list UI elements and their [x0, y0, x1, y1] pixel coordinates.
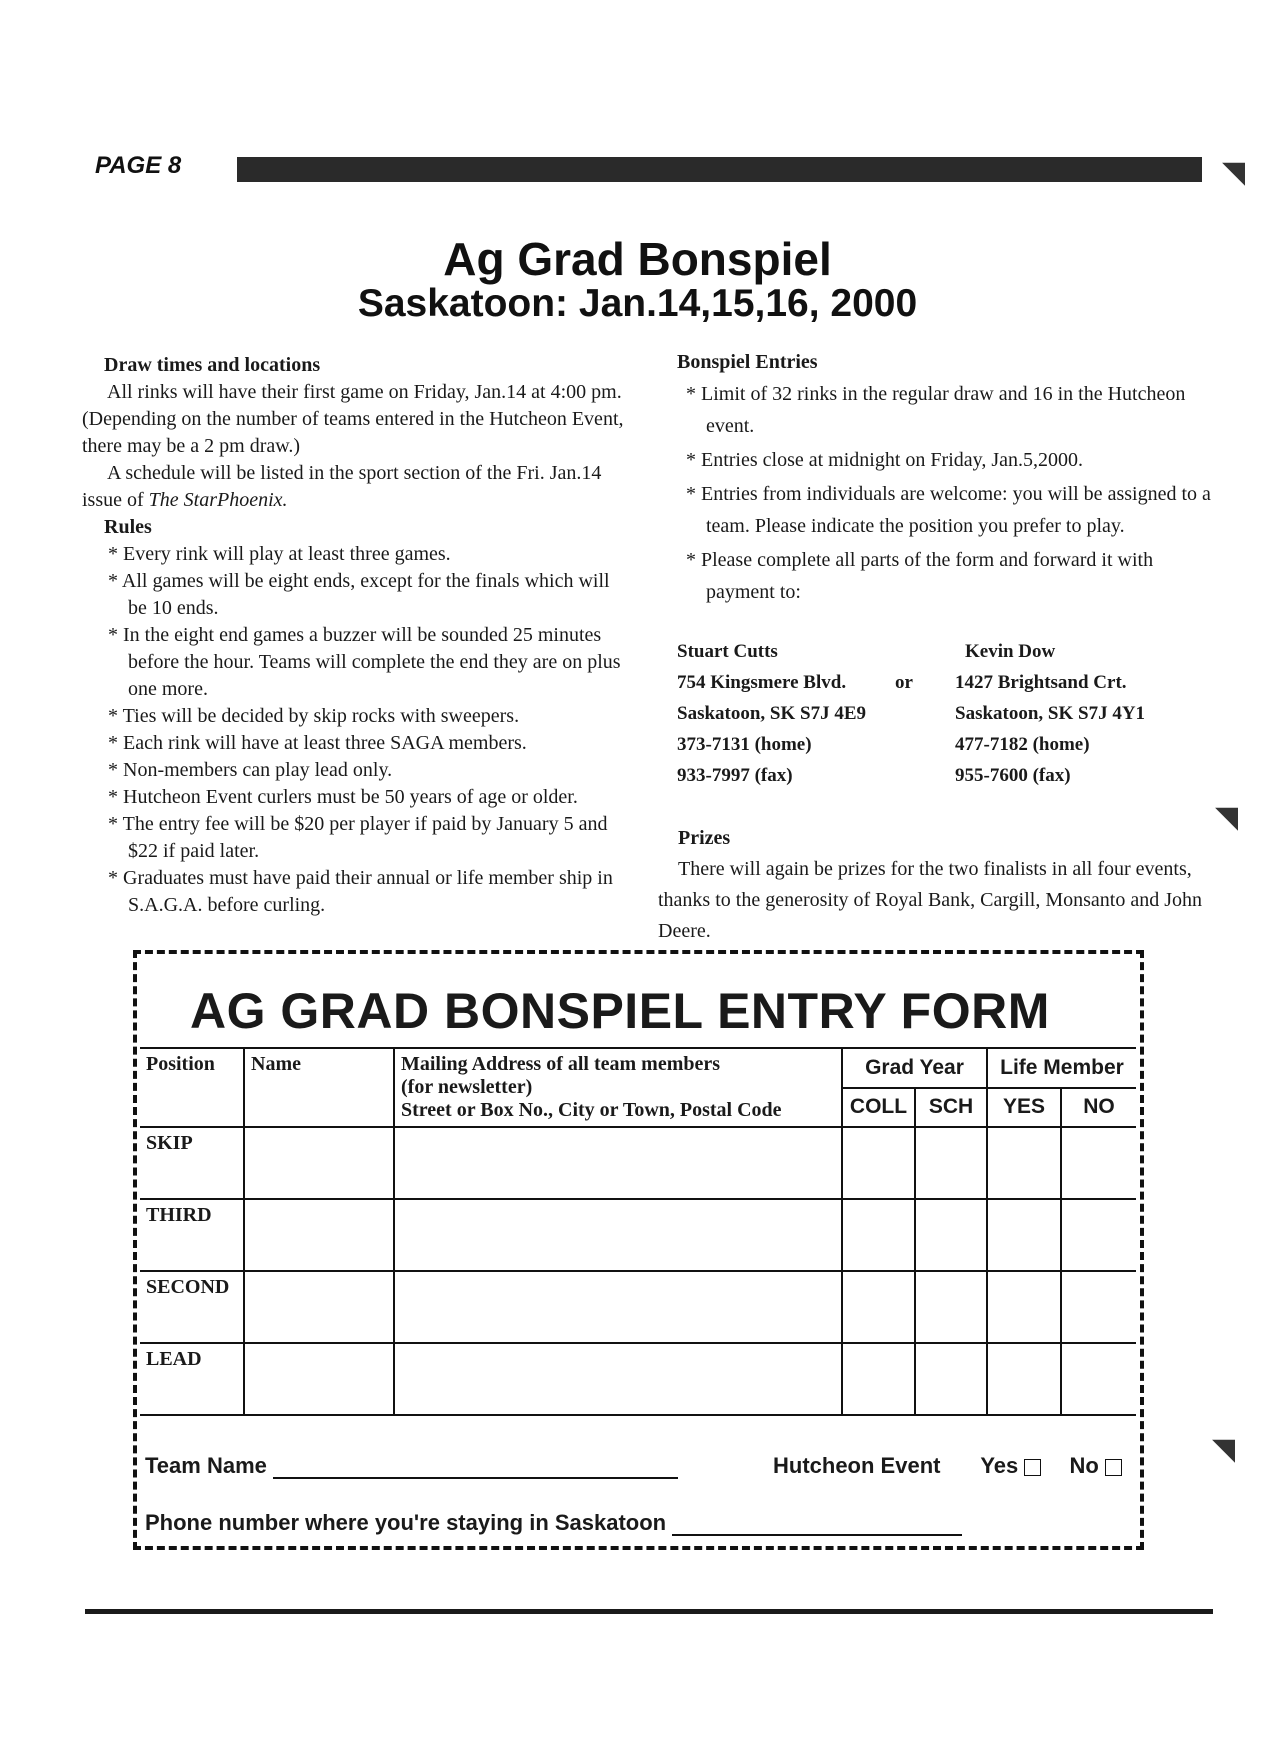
- binder-hole-icon: ◥: [1212, 1433, 1236, 1466]
- phone-field[interactable]: [672, 1534, 962, 1536]
- row-skip: [140, 1127, 1136, 1199]
- page-subtitle: Saskatoon: Jan.14,15,16, 2000: [357, 282, 918, 325]
- sch-field[interactable]: [915, 1199, 987, 1271]
- no-field[interactable]: [1061, 1343, 1136, 1415]
- rule-item: * The entry fee will be $20 per player if paid by January 5 and $22 if paid later.: [108, 813, 608, 862]
- contact-line: 754 Kingsmere Blvd.: [677, 672, 847, 693]
- name-field[interactable]: [244, 1271, 394, 1343]
- phone-label: Phone number where you're staying in Saskatoon: [145, 1510, 667, 1535]
- coll-field[interactable]: [842, 1199, 915, 1271]
- position-third: THIRD: [140, 1199, 244, 1271]
- col-coll: COLL: [842, 1088, 915, 1128]
- contact-line: 955-7600 (fax): [955, 765, 1071, 786]
- contact-or: or: [895, 672, 913, 693]
- col-yes: YES: [987, 1088, 1061, 1128]
- contact-kevin-dow: [955, 636, 1145, 791]
- sch-field[interactable]: [915, 1127, 987, 1199]
- hutcheon-row: [773, 1453, 1122, 1479]
- col-position: Position: [140, 1048, 244, 1127]
- team-name-field[interactable]: [273, 1477, 678, 1479]
- binder-hole-icon: ◥: [1215, 801, 1239, 834]
- position-second: SECOND: [140, 1271, 244, 1343]
- rule-item: * Every rink will play at least three games.: [108, 543, 451, 565]
- left-column: [82, 352, 627, 919]
- prizes-text: There will again be prizes for the two finalists in all four events, thanks to the generosity of Royal Bank, Cargill, Monsanto and John Deere.: [658, 858, 1203, 942]
- col-address-line2: (for newsletter): [401, 1076, 533, 1098]
- coll-field[interactable]: [842, 1271, 915, 1343]
- col-address: [394, 1048, 842, 1127]
- rule-item: * Graduates must have paid their annual or life member ship in S.A.G.A. before curling.: [108, 867, 613, 916]
- yes-field[interactable]: [987, 1343, 1061, 1415]
- contact-line: Saskatoon, SK S7J 4E9: [677, 703, 867, 724]
- address-field[interactable]: [394, 1271, 842, 1343]
- team-name-label: Team Name: [145, 1453, 267, 1478]
- entry-form-table: [140, 1047, 1136, 1416]
- newspaper-name: The StarPhoenix.: [148, 489, 288, 511]
- row-third: [140, 1199, 1136, 1271]
- col-grad-year: Grad Year: [842, 1048, 987, 1088]
- draw-paragraph-2-text: A schedule will be listed in the sport section of the Fri. Jan.14 issue of: [82, 462, 602, 511]
- draw-heading: Draw times and locations: [104, 354, 321, 376]
- col-name: Name: [244, 1048, 394, 1127]
- draw-paragraph-2: [82, 460, 627, 514]
- entry-form-title: AG GRAD BONSPIEL ENTRY FORM: [190, 983, 1050, 1039]
- yes-field[interactable]: [987, 1199, 1061, 1271]
- contact-line: 477-7182 (home): [955, 734, 1090, 755]
- binder-hole-icon: ◥: [1222, 156, 1246, 189]
- entry-item: * Limit of 32 rinks in the regular draw and 16 in the Hutcheon event.: [686, 383, 1186, 437]
- sch-field[interactable]: [915, 1271, 987, 1343]
- team-name-row: [145, 1453, 678, 1479]
- position-lead: LEAD: [140, 1343, 244, 1415]
- right-column: [660, 349, 1220, 610]
- col-sch: SCH: [915, 1088, 987, 1128]
- bottom-rule: [85, 1609, 1213, 1614]
- address-field[interactable]: [394, 1343, 842, 1415]
- rule-item: * In the eight end games a buzzer will be sounded 25 minutes before the hour. Teams will complete the end they are on plus one more.: [108, 624, 621, 700]
- contact-line: Stuart Cutts: [677, 641, 778, 662]
- entry-item: * Entries from individuals are welcome: you will be assigned to a team. Please indicate the position you prefer to play.: [686, 483, 1211, 537]
- contact-stuart-cutts: [677, 636, 866, 791]
- hutcheon-no-checkbox[interactable]: [1105, 1459, 1122, 1476]
- draw-paragraph-1: All rinks will have their first game on Friday, Jan.14 at 4:00 pm. (Depending on the number of teams entered in the Hutcheon Event, there may be a 2 pm draw.): [82, 381, 624, 457]
- hutcheon-no-label: No: [1069, 1453, 1099, 1478]
- prizes-heading: Prizes: [678, 827, 731, 849]
- no-field[interactable]: [1061, 1271, 1136, 1343]
- page-number: PAGE 8: [95, 152, 182, 179]
- rule-item: * Non-members can play lead only.: [108, 759, 393, 781]
- contact-line: Kevin Dow: [965, 641, 1056, 662]
- rule-item: * Each rink will have at least three SAGA members.: [108, 732, 527, 754]
- page-title: Ag Grad Bonspiel: [443, 233, 832, 285]
- name-field[interactable]: [244, 1199, 394, 1271]
- contact-line: 1427 Brightsand Crt.: [955, 672, 1127, 693]
- sch-field[interactable]: [915, 1343, 987, 1415]
- no-field[interactable]: [1061, 1199, 1136, 1271]
- col-address-line1: Mailing Address of all team members: [401, 1053, 721, 1075]
- row-lead: [140, 1343, 1136, 1415]
- phone-row: [145, 1510, 962, 1536]
- entry-item: * Entries close at midnight on Friday, Jan.5,2000.: [686, 449, 1083, 471]
- col-no: NO: [1061, 1088, 1136, 1128]
- contact-line: Saskatoon, SK S7J 4Y1: [955, 703, 1146, 724]
- coll-field[interactable]: [842, 1127, 915, 1199]
- col-address-line3: Street or Box No., City or Town, Postal Code: [401, 1099, 782, 1121]
- hutcheon-yes-label: Yes: [980, 1453, 1019, 1478]
- entries-heading: Bonspiel Entries: [677, 351, 818, 373]
- yes-field[interactable]: [987, 1271, 1061, 1343]
- rules-heading: Rules: [104, 516, 152, 538]
- contact-line: 933-7997 (fax): [677, 765, 793, 786]
- yes-field[interactable]: [987, 1127, 1061, 1199]
- address-field[interactable]: [394, 1199, 842, 1271]
- coll-field[interactable]: [842, 1343, 915, 1415]
- prizes-section: [658, 823, 1218, 947]
- entry-item: * Please complete all parts of the form and forward it with payment to:: [686, 549, 1154, 603]
- header-bar: [237, 157, 1202, 182]
- no-field[interactable]: [1061, 1127, 1136, 1199]
- position-skip: SKIP: [140, 1127, 244, 1199]
- rule-item: * Ties will be decided by skip rocks with sweepers.: [108, 705, 520, 727]
- col-life-member: Life Member: [987, 1048, 1136, 1088]
- contact-line: 373-7131 (home): [677, 734, 812, 755]
- name-field[interactable]: [244, 1127, 394, 1199]
- hutcheon-yes-checkbox[interactable]: [1024, 1459, 1041, 1476]
- rule-item: * Hutcheon Event curlers must be 50 years of age or older.: [108, 786, 578, 808]
- rule-item: * All games will be eight ends, except for the finals which will be 10 ends.: [108, 570, 610, 619]
- row-second: [140, 1271, 1136, 1343]
- name-field[interactable]: [244, 1343, 394, 1415]
- hutcheon-label: Hutcheon Event: [773, 1453, 941, 1478]
- rules-list: [82, 541, 627, 919]
- address-field[interactable]: [394, 1127, 842, 1199]
